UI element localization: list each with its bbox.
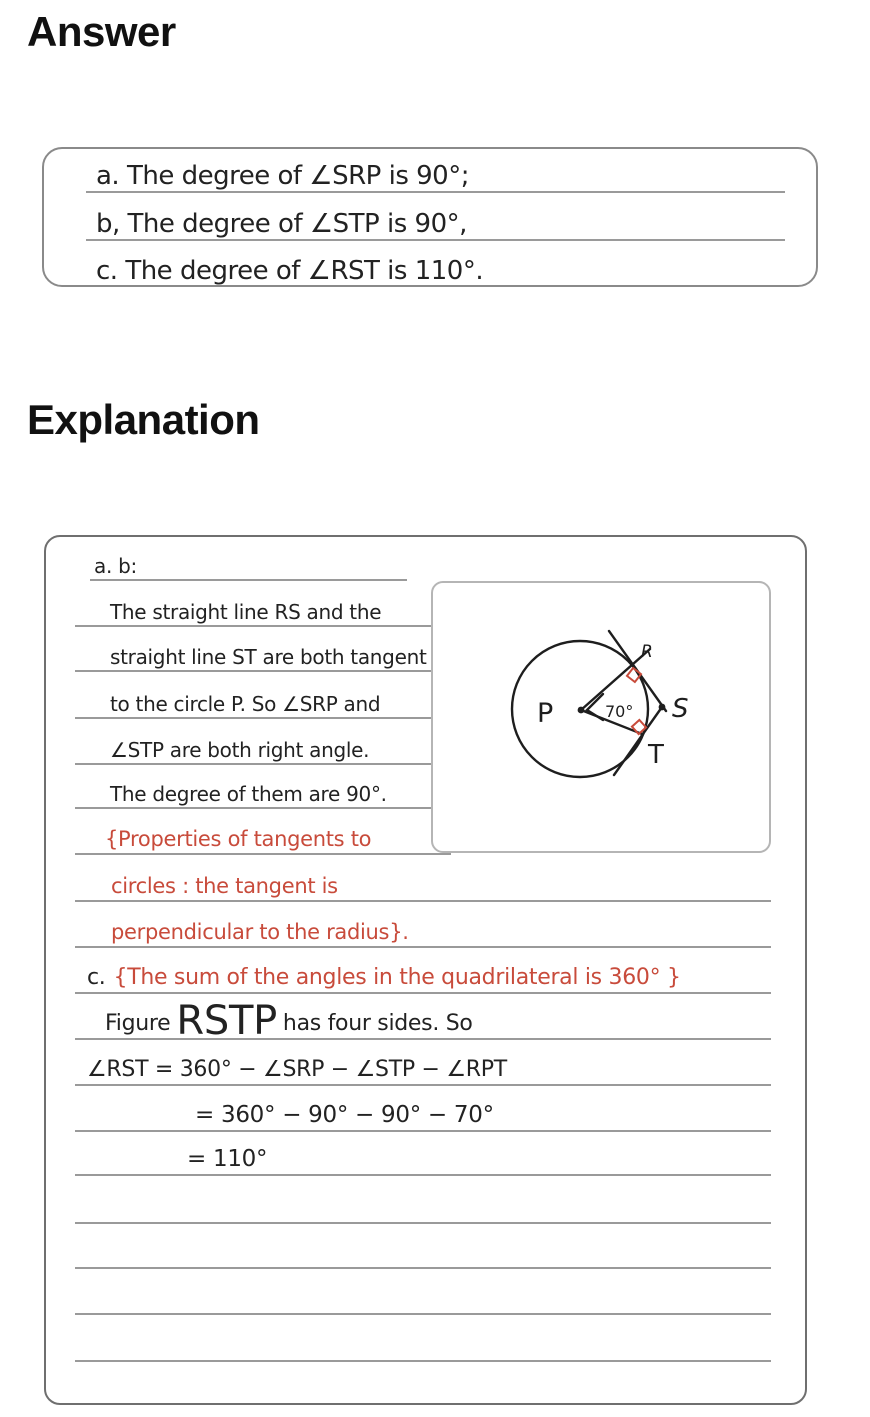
answer-heading: Answer	[27, 8, 176, 55]
answer-line-a	[86, 155, 785, 193]
answer-line-b	[86, 203, 785, 241]
ruled-line	[75, 1048, 771, 1086]
ruled-line	[75, 727, 451, 765]
explanation-text: The straight line RS and the	[110, 600, 382, 624]
answer-line-a-text: a. The degree of ∠SRP is 90°;	[96, 161, 469, 191]
tangent-circle-figure	[433, 583, 769, 851]
ruled-line	[75, 990, 771, 1044]
ruled-line	[75, 817, 451, 855]
label-angle-70: 70°	[605, 702, 634, 721]
answer-line-c-text: c. The degree of ∠RST is 110°.	[96, 256, 484, 286]
quadrilateral-note-red: {The sum of the angles in the quadrilateral is 360° }	[113, 965, 681, 990]
explanation-note-red: {Properties of tangents to	[105, 827, 372, 851]
ruled-line-empty	[75, 1324, 771, 1362]
ruled-line	[75, 864, 771, 902]
explanation-note-red: perpendicular to the radius}.	[111, 920, 409, 944]
equation-line: = 360° − 90° − 90° − 70°	[195, 1102, 494, 1128]
explanation-text: ∠STP are both right angle.	[110, 738, 370, 762]
ruled-line	[75, 634, 451, 672]
label-s: S	[672, 694, 689, 724]
part-label-c: c.	[87, 965, 106, 990]
figure-name: RSTP	[176, 998, 277, 1044]
ruled-line-empty	[75, 1231, 771, 1269]
equation-line: = 110°	[187, 1146, 268, 1172]
equation-line: ∠RST = 360° − ∠SRP − ∠STP − ∠RPT	[87, 1057, 507, 1082]
explanation-text: to the circle P. So ∠SRP and	[110, 692, 381, 716]
ruled-line	[75, 681, 451, 719]
point-s-dot	[659, 704, 666, 711]
explanation-heading: Explanation	[27, 396, 260, 443]
ruled-line	[75, 910, 771, 948]
ruled-line	[75, 771, 451, 809]
explanation-note-red: circles : the tangent is	[111, 874, 338, 898]
ruled-line-empty	[75, 1186, 771, 1224]
ruled-line-empty	[75, 1277, 771, 1315]
figure-sentence-post: has four sides. So	[282, 1011, 473, 1036]
label-p: P	[537, 698, 554, 729]
ruled-line	[75, 589, 451, 627]
radius-pr	[581, 649, 650, 710]
label-t: T	[648, 740, 664, 770]
figure-sentence-pre: Figure	[105, 1011, 171, 1036]
part-label-ab: a. b:	[94, 554, 137, 578]
ruled-line	[75, 956, 771, 994]
answer-line-b-text: b, The degree of ∠STP is 90°,	[96, 209, 467, 239]
explanation-text: straight line ST are both tangent	[110, 645, 427, 669]
explanation-text: The degree of them are 90°.	[110, 782, 387, 806]
explanation-box	[44, 535, 807, 1405]
answer-line-c	[86, 250, 785, 286]
ruled-line	[90, 543, 407, 581]
point-p-dot	[578, 707, 585, 714]
answer-box	[42, 147, 818, 287]
ruled-line	[75, 1094, 771, 1132]
geometry-diagram	[431, 581, 771, 853]
ruled-line	[75, 1138, 771, 1176]
label-r: R	[641, 642, 653, 662]
